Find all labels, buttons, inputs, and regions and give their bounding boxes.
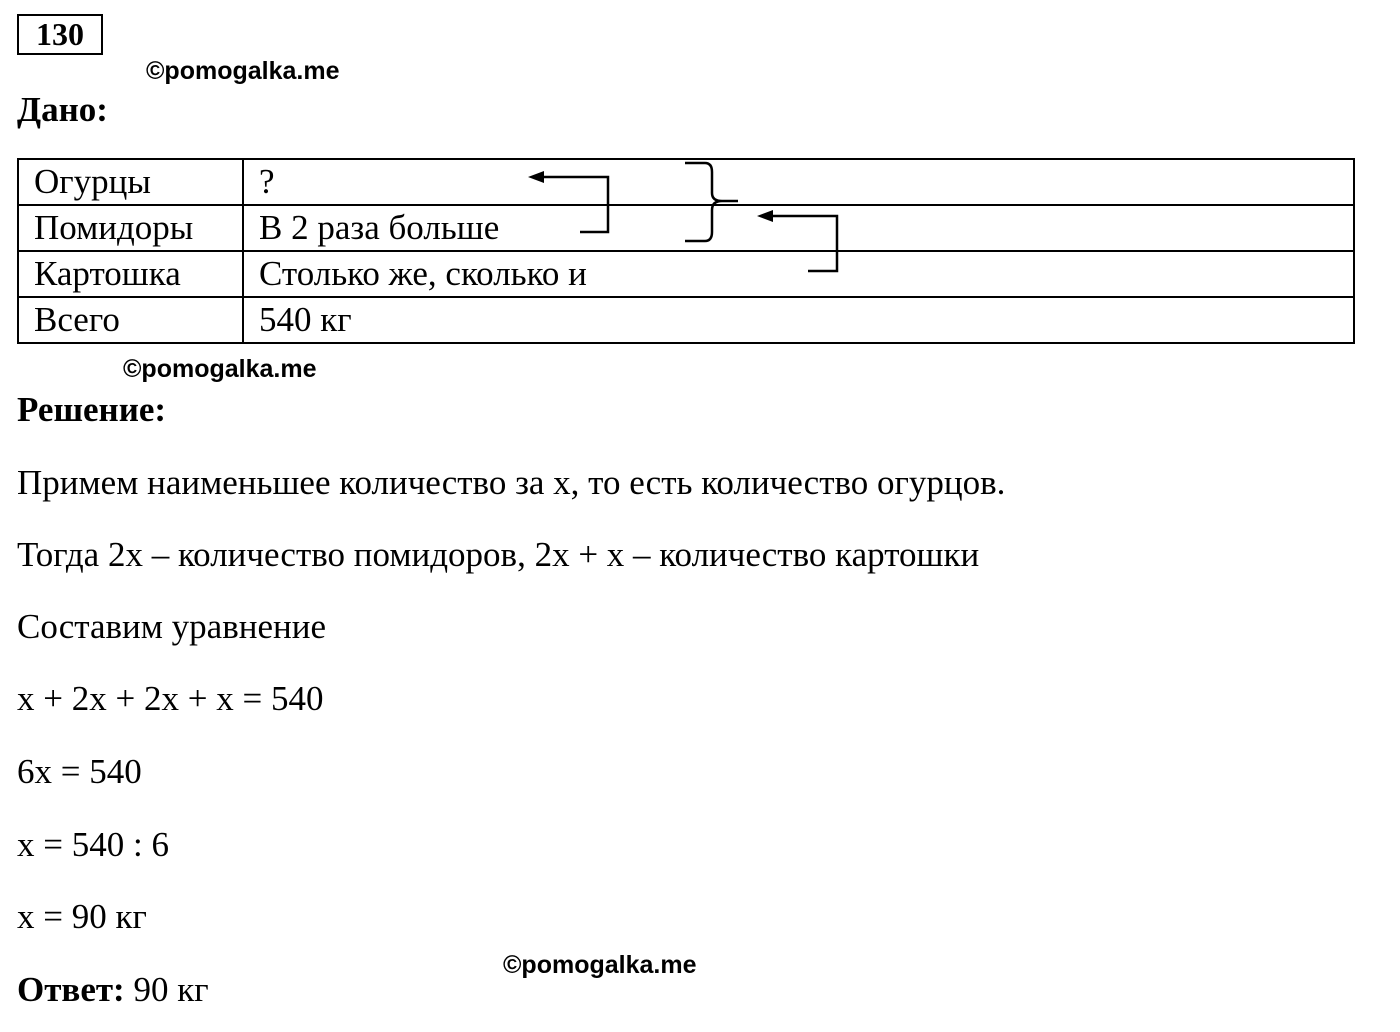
answer-label: Ответ:	[17, 970, 125, 1009]
arrow-tomatoes-to-cucumbers	[540, 177, 608, 232]
answer-value: 90 кг	[124, 970, 209, 1009]
task-number: 130	[17, 14, 103, 55]
equation-line: 6x = 540	[17, 752, 142, 791]
equation-line: x = 90 кг	[17, 897, 147, 936]
given-item: Помидоры	[18, 205, 243, 251]
solution-line: Примем наименьшее количество за x, то есть количество огурцов.	[17, 463, 1006, 502]
given-value: ?	[243, 159, 1354, 205]
brace	[685, 163, 738, 241]
watermark-bottom: ©pomogalka.me	[503, 951, 697, 979]
watermark-middle: ©pomogalka.me	[123, 355, 317, 383]
equation-line: x = 540 : 6	[17, 825, 169, 864]
answer-line	[17, 970, 209, 1010]
solution-heading: Решение:	[17, 390, 167, 429]
arrow-potatoes-to-brace	[770, 216, 837, 271]
watermark-top: ©pomogalka.me	[146, 57, 340, 85]
solution-line: Тогда 2x – количество помидоров, 2x + x – количество картошки	[17, 535, 980, 574]
given-value: В 2 раза больше	[243, 205, 1354, 251]
arrowhead	[757, 210, 773, 222]
arrowhead	[528, 171, 544, 183]
given-item: Всего	[18, 297, 243, 343]
given-value: 540 кг	[243, 297, 1354, 343]
given-heading: Дано:	[17, 90, 108, 129]
given-value: Столько же, сколько и	[243, 251, 1354, 297]
solution-line: Составим уравнение	[17, 607, 326, 646]
given-item: Огурцы	[18, 159, 243, 205]
equation-line: x + 2x + 2x + x = 540	[17, 679, 324, 718]
given-item: Картошка	[18, 251, 243, 297]
